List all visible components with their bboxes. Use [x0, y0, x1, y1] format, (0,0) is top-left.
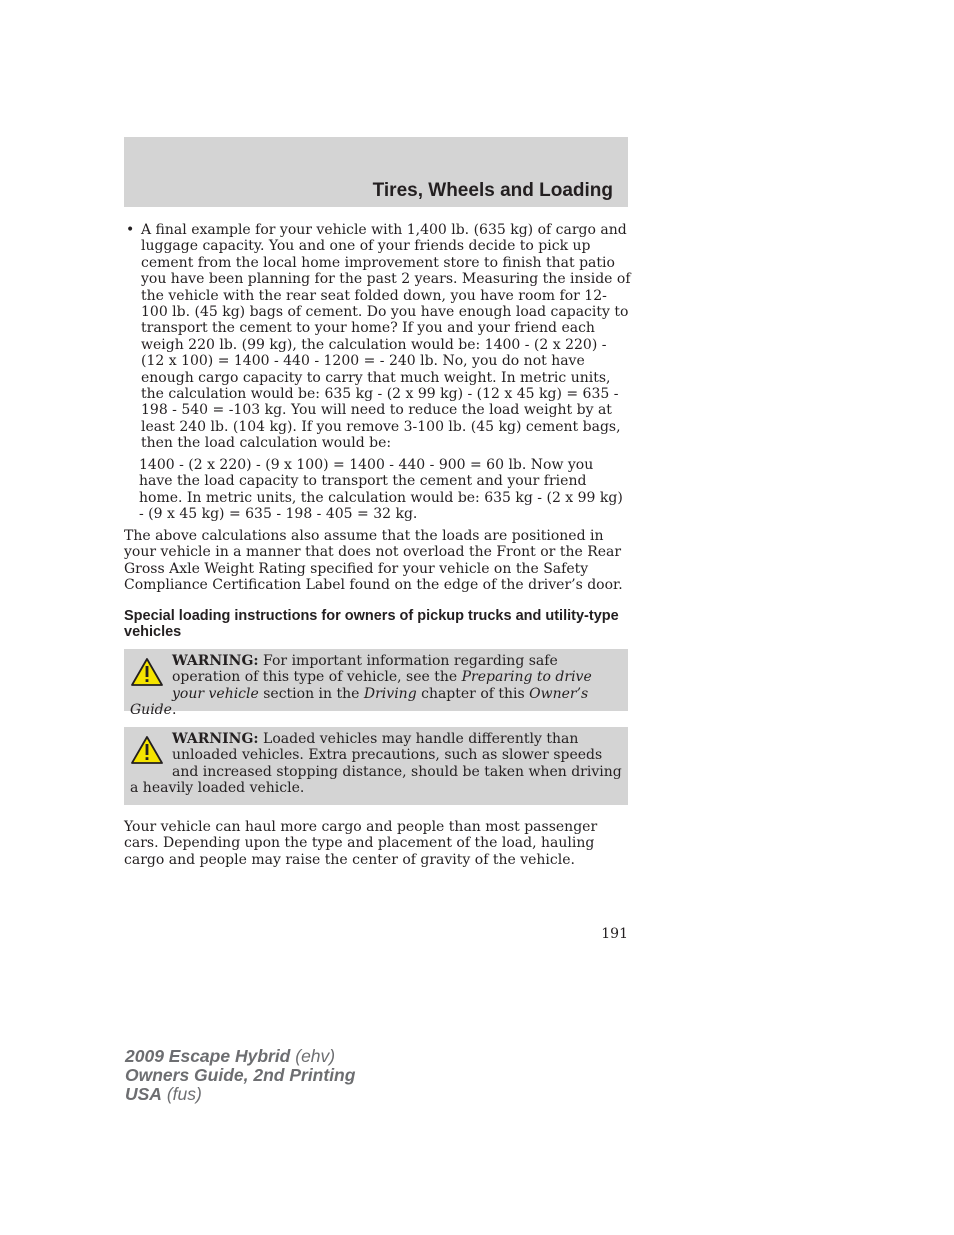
- document-footer: [125, 1047, 355, 1104]
- owners-guide-reference: Owner’s Guide: [130, 685, 589, 719]
- warning-triangle-icon: [130, 657, 164, 687]
- warning-triangle-icon: [130, 735, 164, 765]
- section-heading: Special loading instructions for owners of pickup trucks and utility-type vehicles: [124, 608, 619, 640]
- warning-label: WARNING:: [172, 653, 259, 669]
- warning-text: WARNING: Loaded vehicles may handle differently than unloaded vehicles. Extra precautions, such as slower speeds and increased stopping distance, should be taken when driving a heavily loaded vehicle.: [130, 731, 622, 797]
- body-paragraph-calculations: The above calculations also assume that the loads are positioned in your vehicle in a manner that does not overload the Front or the Rear Gross Axle Weight Rating specified for your vehicle on the Safety Compliance Certification Label found on the edge of the driver’s door.: [124, 528, 623, 594]
- footer-line-printing: Owners Guide, 2nd Printing: [125, 1065, 356, 1085]
- warning-label: WARNING:: [172, 731, 259, 747]
- footer-line-region: USA (fus): [125, 1084, 202, 1104]
- calculation-paragraph: 1400 - (2 x 220) - (9 x 100) = 1400 - 440 - 900 = 60 lb. Now you have the load capacity to transport the cement and your friend home. In metric units, the calculation would be: 635 kg - (2 x 99 kg) - (9 x 45 kg) = 635 - 198 - 405 = 32 kg.: [139, 457, 623, 523]
- chapter-title: Tires, Wheels and Loading: [372, 180, 613, 201]
- page-number: 191: [601, 926, 628, 942]
- link-preparing-to-drive: Preparing to drive your vehicle: [172, 669, 592, 702]
- warning-box-handling: [124, 727, 628, 805]
- body-paragraph-center-of-gravity: Your vehicle can haul more cargo and people than most passenger cars. Depending upon the type and placement of the load, hauling cargo and people may raise the center of gravity of the vehicle.: [124, 819, 598, 868]
- bullet-marker: •: [126, 222, 135, 238]
- chapter-header-band: [124, 137, 628, 207]
- footer-line-model: 2009 Escape Hybrid (ehv): [125, 1046, 336, 1066]
- warning-box-driving: [124, 649, 628, 719]
- bullet-text: A final example for your vehicle with 1,400 lb. (635 kg) of cargo and luggage capacity. You and one of your friends decide to pick up cement from the local home improvement store to finish that patio you have been planning for the past 2 years. Measuring the inside of the vehicle with the rear seat folded down, you have room for 12-100 lb. (45 kg) bags of cement. Do you have enough load capacity to transport the cement to your home? If you and your friend each weigh 220 lb. (99 kg), the calculation would be: 1400 - (2 x 220) - (12 x 100) = 1400 - 440 - 1200 = - 240 lb. No, you do not have enough cargo capacity to carry that much weight. In metric units, the calculation would be: 635 kg - (2 x 99 kg) - (12 x 45 kg) = 635 - 198 - 540 = -103 kg. You will need to reduce the load weight by at least 240 lb. (104 kg). If you remove 3-100 lb. (45 kg) cement bags, then the load calculation would be:: [141, 222, 631, 452]
- bullet-list-item: [124, 222, 631, 452]
- chapter-reference-driving: Driving: [363, 685, 417, 702]
- warning-text: WARNING: For important information regarding safe operation of this type of vehicle, see the Preparing to drive your vehicle section in the Driving chapter of this Owner’s Guide.: [130, 653, 592, 719]
